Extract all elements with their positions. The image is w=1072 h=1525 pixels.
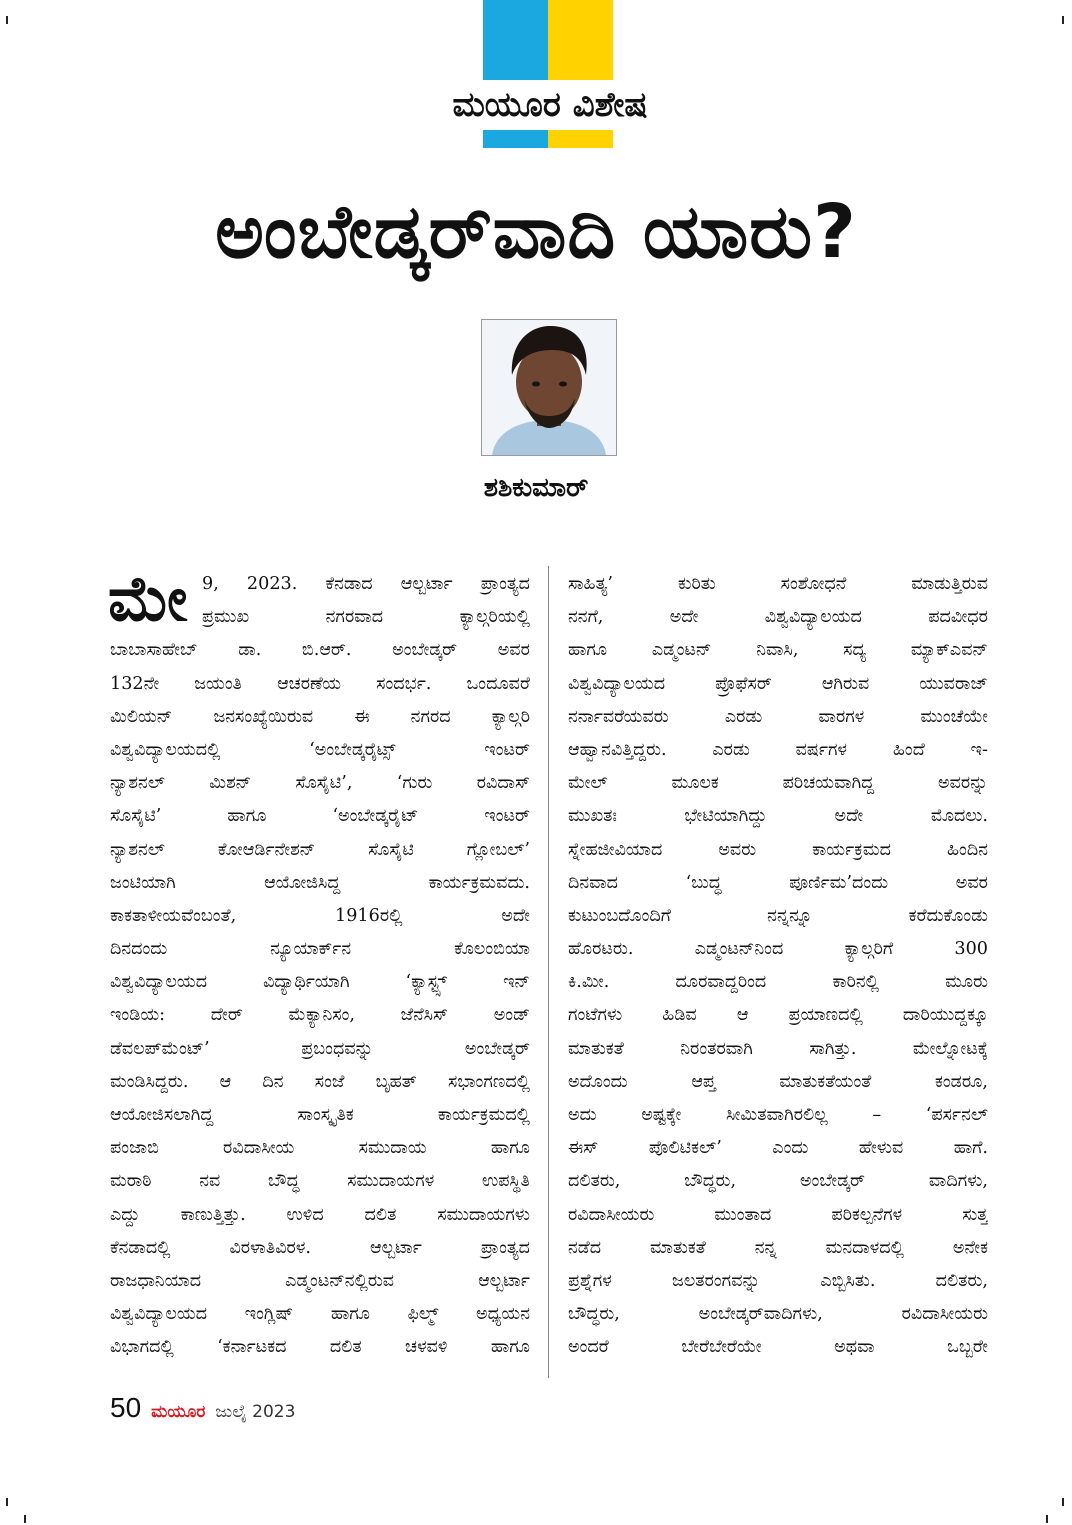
section-title: ಮಯೂರ ವಿಶೇಷ [380, 80, 720, 130]
article-line: ಸೊಸೈಟಿ’ ಹಾಗೂ ‘ಅಂಬೇಡ್ಕರೈಟ್ ಇಂಟರ್ [110, 806, 530, 827]
article-line: ಆಯೋಜಿಸಲಾಗಿದ್ದ ಸಾಂಸ್ಕೃತಿಕ ಕಾರ್ಯಕ್ರಮದಲ್ಲಿ [110, 1105, 530, 1125]
article-line: ಆಹ್ವಾನವಿತ್ತಿದ್ದರು. ಎರಡು ವರ್ಷಗಳ ಹಿಂದೆ ಇ- [568, 739, 988, 760]
article-line: ಅಂದರೆ ಬೇರೆಬೇರೆಯೇ ಅಥವಾ ಒಬ್ಬರೇ [568, 1337, 988, 1358]
article-line: ವಿಶ್ವವಿದ್ಯಾಲಯದಲ್ಲಿ ‘ಅಂಬೇಡ್ಕರೈಟ್ಸ್ ಇಂಟರ್ [110, 739, 530, 760]
article-line: ಪ್ರಮುಖ ನಗರವಾದ ಕ್ಯಾಲ್ಗರಿಯಲ್ಲಿ [202, 607, 530, 628]
article-line: ಕುಟುಂಬದೊಂದಿಗೆ ನನ್ನನ್ನೂ ಕರೆದುಕೊಂಡು [568, 905, 988, 926]
article-line: ವಿಭಾಗದಲ್ಲಿ ‘ಕರ್ನಾಟಕದ ದಲಿತ ಚಳವಳಿ ಹಾಗೂ [110, 1337, 530, 1358]
article-line: 132ನೇ ಜಯಂತಿ ಆಚರಣೆಯ ಸಂದರ್ಭ. ಒಂದೂವರೆ [110, 673, 530, 694]
crop-mark-bottom-left [6, 1498, 8, 1506]
dropcap: ಮೇ [108, 562, 188, 635]
page-number: 50 [110, 1392, 142, 1423]
yellow-block-top [548, 0, 613, 80]
article-line: ಜಂಟಿಯಾಗಿ ಆಯೋಜಿಸಿದ್ದ ಕಾರ್ಯಕ್ರಮವದು. [110, 872, 530, 893]
article-line: ಕಿ.ಮೀ. ದೂರವಾದ್ದರಿಂದ ಕಾರಿನಲ್ಲಿ ಮೂರು [568, 972, 988, 993]
article-line: ದಲಿತರು, ಬೌದ್ಧರು, ಅಂಬೇಡ್ಕರ್ ವಾದಿಗಳು, [568, 1171, 988, 1192]
page-footer [110, 1392, 295, 1428]
article-line: ದಿನದಂದು ನ್ಯೂಯಾರ್ಕ್‌ನ ಕೊಲಂಬಿಯಾ [110, 939, 530, 960]
headline: ಅಂಬೇಡ್ಕರ್‌ವಾದಿ ಯಾರು? [215, 189, 857, 275]
article-line: ನರ್ನಾವರೆಯವರು ಎರಡು ವಾರಗಳ ಮುಂಚೆಯೇ [568, 706, 988, 727]
magazine-name: ಮಯೂರ [151, 1402, 206, 1422]
issue-date: ಜುಲೈ 2023 [215, 1402, 296, 1422]
author-photo [481, 319, 617, 456]
article-line: ನಡೆದ ಮಾತುಕತೆ ನನ್ನ ಮನದಾಳದಲ್ಲಿ ಅನೇಕ [568, 1237, 988, 1258]
article-line: ಬೌದ್ಧರು, ಅಂಬೇಡ್ಕರ್‌ವಾದಿಗಳು, ರವಿದಾಸೀಯರು [568, 1304, 988, 1325]
article-line: ಬಾಬಾಸಾಹೇಬ್ ಡಾ. ಬಿ.ಆರ್. ಅಂಬೇಡ್ಕರ್ ಅವರ [110, 640, 530, 661]
article-line: ರವಿದಾಸೀಯರು ಮುಂತಾದ ಪರಿಕಲ್ಪನೆಗಳ ಸುತ್ತ [568, 1204, 988, 1225]
crop-mark-bottom-right [1062, 1498, 1064, 1506]
crop-mark-bottom-mid-left [24, 1515, 26, 1523]
article-line: 9, 2023. ಕೆನಡಾದ ಆಲ್ಬರ್ಟಾ ಪ್ರಾಂತ್ಯದ [202, 574, 530, 594]
article-line: ಡೆವಲಪ್‌ಮೆಂಟ್’ ಪ್ರಬಂಧವನ್ನು ಅಂಬೇಡ್ಕರ್ [110, 1038, 530, 1059]
article-line: ಪ್ರಶ್ನೆಗಳ ಜಲತರಂಗವನ್ನು ಎಬ್ಬಿಸಿತು. ದಲಿತರು, [568, 1270, 988, 1291]
article-line: ಸ್ನೇಹಜೀವಿಯಾದ ಅವರು ಕಾರ್ಯಕ್ರಮದ ಹಿಂದಿನ [568, 839, 988, 860]
article-line: ಈಸ್ ಪೊಲಿಟಿಕಲ್’ ಎಂದು ಹೇಳುವ ಹಾಗೆ. [568, 1138, 988, 1159]
article-line: ಪಂಜಾಬಿ ರವಿದಾಸೀಯ ಸಮುದಾಯ ಹಾಗೂ [110, 1138, 530, 1159]
article-line: ಕೆನಡಾದಲ್ಲಿ ವಿರಳಾತಿವಿರಳ. ಆಲ್ಬರ್ಟಾ ಪ್ರಾಂತ್ಯದ [110, 1237, 530, 1258]
article-line: ದಿನವಾದ ‘ಬುದ್ಧ ಪೂರ್ಣಿಮ’ದಂದು ಅವರ [568, 872, 988, 893]
article-line: ವಿಶ್ವವಿದ್ಯಾಲಯದ ಇಂಗ್ಲಿಷ್ ಹಾಗೂ ಫಿಲ್ಮ್ ಅಧ್ಯಯನ [110, 1304, 530, 1325]
article-line: ಮೇಲ್ ಮೂಲಕ ಪರಿಚಯವಾಗಿದ್ದ ಅವರನ್ನು [568, 773, 988, 794]
article-line: ವಿಶ್ವವಿದ್ಯಾಲಯದ ವಿದ್ಯಾರ್ಥಿಯಾಗಿ ‘ಕ್ಯಾಸ್ಟ್ಸ್ ಇನ್ [110, 972, 530, 993]
article-line: ಮಂಡಿಸಿದ್ದರು. ಆ ದಿನ ಸಂಜೆ ಬೃಹತ್ ಸಭಾಂಗಣದಲ್ಲಿ [110, 1071, 530, 1092]
crop-mark-top-right [1062, 16, 1064, 24]
article-line: ರಾಜಧಾನಿಯಾದ ಎಡ್ಮಂಟನ್‌ನಲ್ಲಿರುವ ಆಲ್ಬರ್ಟಾ [110, 1270, 530, 1291]
crop-mark-bottom-mid-right [1046, 1515, 1048, 1523]
article-line: ಎದ್ದು ಕಾಣುತ್ತಿತ್ತು. ಉಳಿದ ದಲಿತ ಸಮುದಾಯಗಳು [110, 1204, 530, 1225]
article-line: ಹೊರಟರು. ಎಡ್ಮಂಟನ್‌ನಿಂದ ಕ್ಯಾಲ್ಗರಿಗೆ 300 [568, 939, 988, 960]
article-line: ಕಾಕತಾಳೀಯವೆಂಬಂತೆ, 1916ರಲ್ಲಿ ಅದೇ [110, 905, 530, 926]
article-line: ನ್ಯಾಶನಲ್ ಮಿಶನ್ ಸೊಸೈಟಿ’, ‘ಗುರು ರವಿದಾಸ್ [110, 773, 530, 794]
article-column-right [568, 568, 988, 1365]
article-column-left [108, 562, 530, 1365]
crop-mark-top-left [6, 16, 8, 24]
article-line: ಮಾತುಕತೆ ನಿರಂತರವಾಗಿ ಸಾಗಿತ್ತು. ಮೇಲ್ನೋಟಕ್ಕೆ [568, 1038, 988, 1059]
article-line: ವಿಶ್ವವಿದ್ಯಾಲಯದ ಪ್ರೊಫೆಸರ್ ಆಗಿರುವ ಯುವರಾಜ್ [568, 673, 988, 694]
author-portrait-icon [482, 320, 616, 455]
article-line: ಗಂಟೆಗಳು ಹಿಡಿವ ಆ ಪ್ರಯಾಣದಲ್ಲಿ ದಾರಿಯುದ್ದಕ್ಕೂ [568, 1005, 988, 1026]
article-line: ಅದೊಂದು ಆಪ್ತ ಮಾತುಕತೆಯಂತೆ ಕಂಡರೂ, [568, 1071, 988, 1092]
article-line: ಮುಖತಃ ಭೇಟಿಯಾಗಿದ್ದು ಅದೇ ಮೊದಲು. [568, 806, 988, 827]
blue-block-top [483, 0, 548, 80]
article-line: ನ್ಯಾಶನಲ್ ಕೋಆರ್ಡಿನೇಶನ್ ಸೊಸೈಟಿ ಗ್ಲೋಬಲ್’ [110, 839, 530, 860]
article-line: ಸಾಹಿತ್ಯ’ ಕುರಿತು ಸಂಶೋಧನೆ ಮಾಡುತ್ತಿರುವ [568, 574, 988, 594]
article-line: ಹಾಗೂ ಎಡ್ಮಂಟನ್ ನಿವಾಸಿ, ಸದ್ಯ ಮ್ಯಾಕ್‌ಎವನ್ [568, 640, 988, 661]
article-line: ಮರಾಠಿ ನವ ಬೌದ್ಧ ಸಮುದಾಯಗಳ ಉಪಸ್ಥಿತಿ [110, 1171, 530, 1192]
author-name: ಶಶಿಕುಮಾರ್ [483, 473, 589, 503]
article-line: ಇಂಡಿಯ: ದೇರ್ ಮೆಕ್ಯಾನಿಸಂ, ಜೆನೆಸಿಸ್ ಅಂಡ್ [110, 1005, 530, 1026]
article-line: ನನಗೆ, ಅದೇ ವಿಶ್ವವಿದ್ಯಾಲಯದ ಪದವೀಧರ [568, 607, 988, 628]
article-line: ಮಿಲಿಯನ್ ಜನಸಂಖ್ಯೆಯಿರುವ ಈ ನಗರದ ಕ್ಯಾಲ್ಗರಿ [110, 706, 530, 727]
column-divider [548, 566, 549, 1378]
article-line: ಅದು ಅಷ್ಟಕ್ಕೇ ಸೀಮಿತವಾಗಿರಲಿಲ್ಲ – ‘ಪರ್ಸನಲ್ [568, 1105, 988, 1125]
